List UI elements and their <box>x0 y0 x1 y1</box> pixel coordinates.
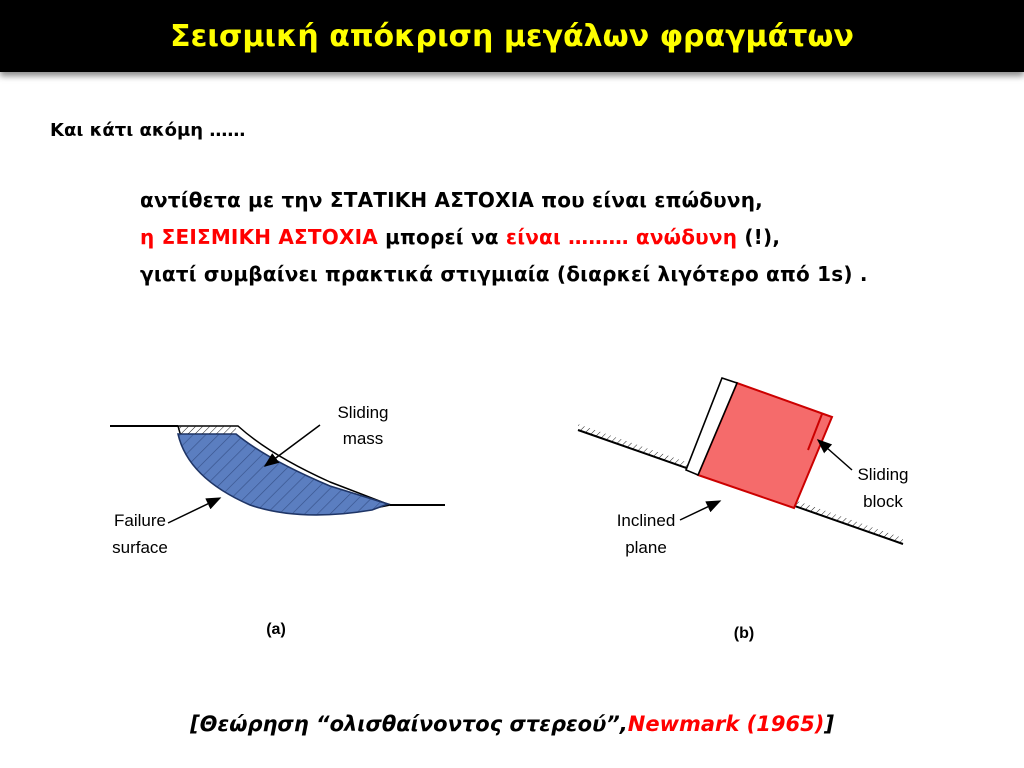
slide-title: Σεισμική απόκριση μεγάλων φραγμάτων <box>170 18 854 54</box>
title-bar <box>0 0 1024 72</box>
body-line-1: αντίθετα με την ΣΤΑΤΙΚΗ ΑΣΤΟΧΙΑ που είναι επώδυνη, <box>140 188 763 212</box>
figure-b <box>578 378 909 642</box>
citation-open: [Θεώρηση “ολισθαίνοντος στερεού”, <box>190 712 628 736</box>
failure-surface-arrow <box>168 498 220 523</box>
figure-b-caption: (b) <box>733 625 755 642</box>
citation-close: ] <box>824 712 834 736</box>
inclined-plane-arrow <box>680 501 720 520</box>
inclined-plane-label-2: plane <box>625 538 667 557</box>
inclined-plane-label-1: Inclined <box>616 511 676 530</box>
body-line-3: γιατί συμβαίνει πρακτικά στιγμιαία (διαρκεί λιγότερο από 1s) . <box>140 262 868 286</box>
citation <box>0 712 1024 736</box>
sliding-mass-label-2: mass <box>342 429 384 448</box>
sliding-block-arrow <box>818 440 852 470</box>
seismic-failure-text: η ΣΕΙΣΜΙΚΗ ΑΣΤΟΧΙΑ <box>140 225 378 249</box>
failure-surface-label-1: Failure <box>114 511 166 530</box>
body-line-2-mid: μπορεί να <box>377 225 506 249</box>
body-text <box>140 182 868 293</box>
intro-text: Και κάτι ακόμη …… <box>50 120 246 141</box>
painless-text: είναι ……… ανώδυνη <box>505 225 738 249</box>
sliding-mass-arrow <box>265 425 320 466</box>
sliding-diagrams <box>0 360 1024 660</box>
citation-author: Newmark (1965) <box>627 712 825 736</box>
body-line-2 <box>140 219 868 256</box>
crest-hatching <box>178 426 236 434</box>
sliding-block-label-1: Sliding <box>857 465 909 484</box>
sliding-mass-label-1: Sliding <box>337 403 389 422</box>
sliding-block-label-2: block <box>863 492 903 511</box>
figure-a <box>110 403 445 638</box>
body-line-2-end: (!), <box>737 225 781 249</box>
failure-surface-label-2: surface <box>112 538 168 557</box>
figure-a-caption: (a) <box>266 621 286 638</box>
